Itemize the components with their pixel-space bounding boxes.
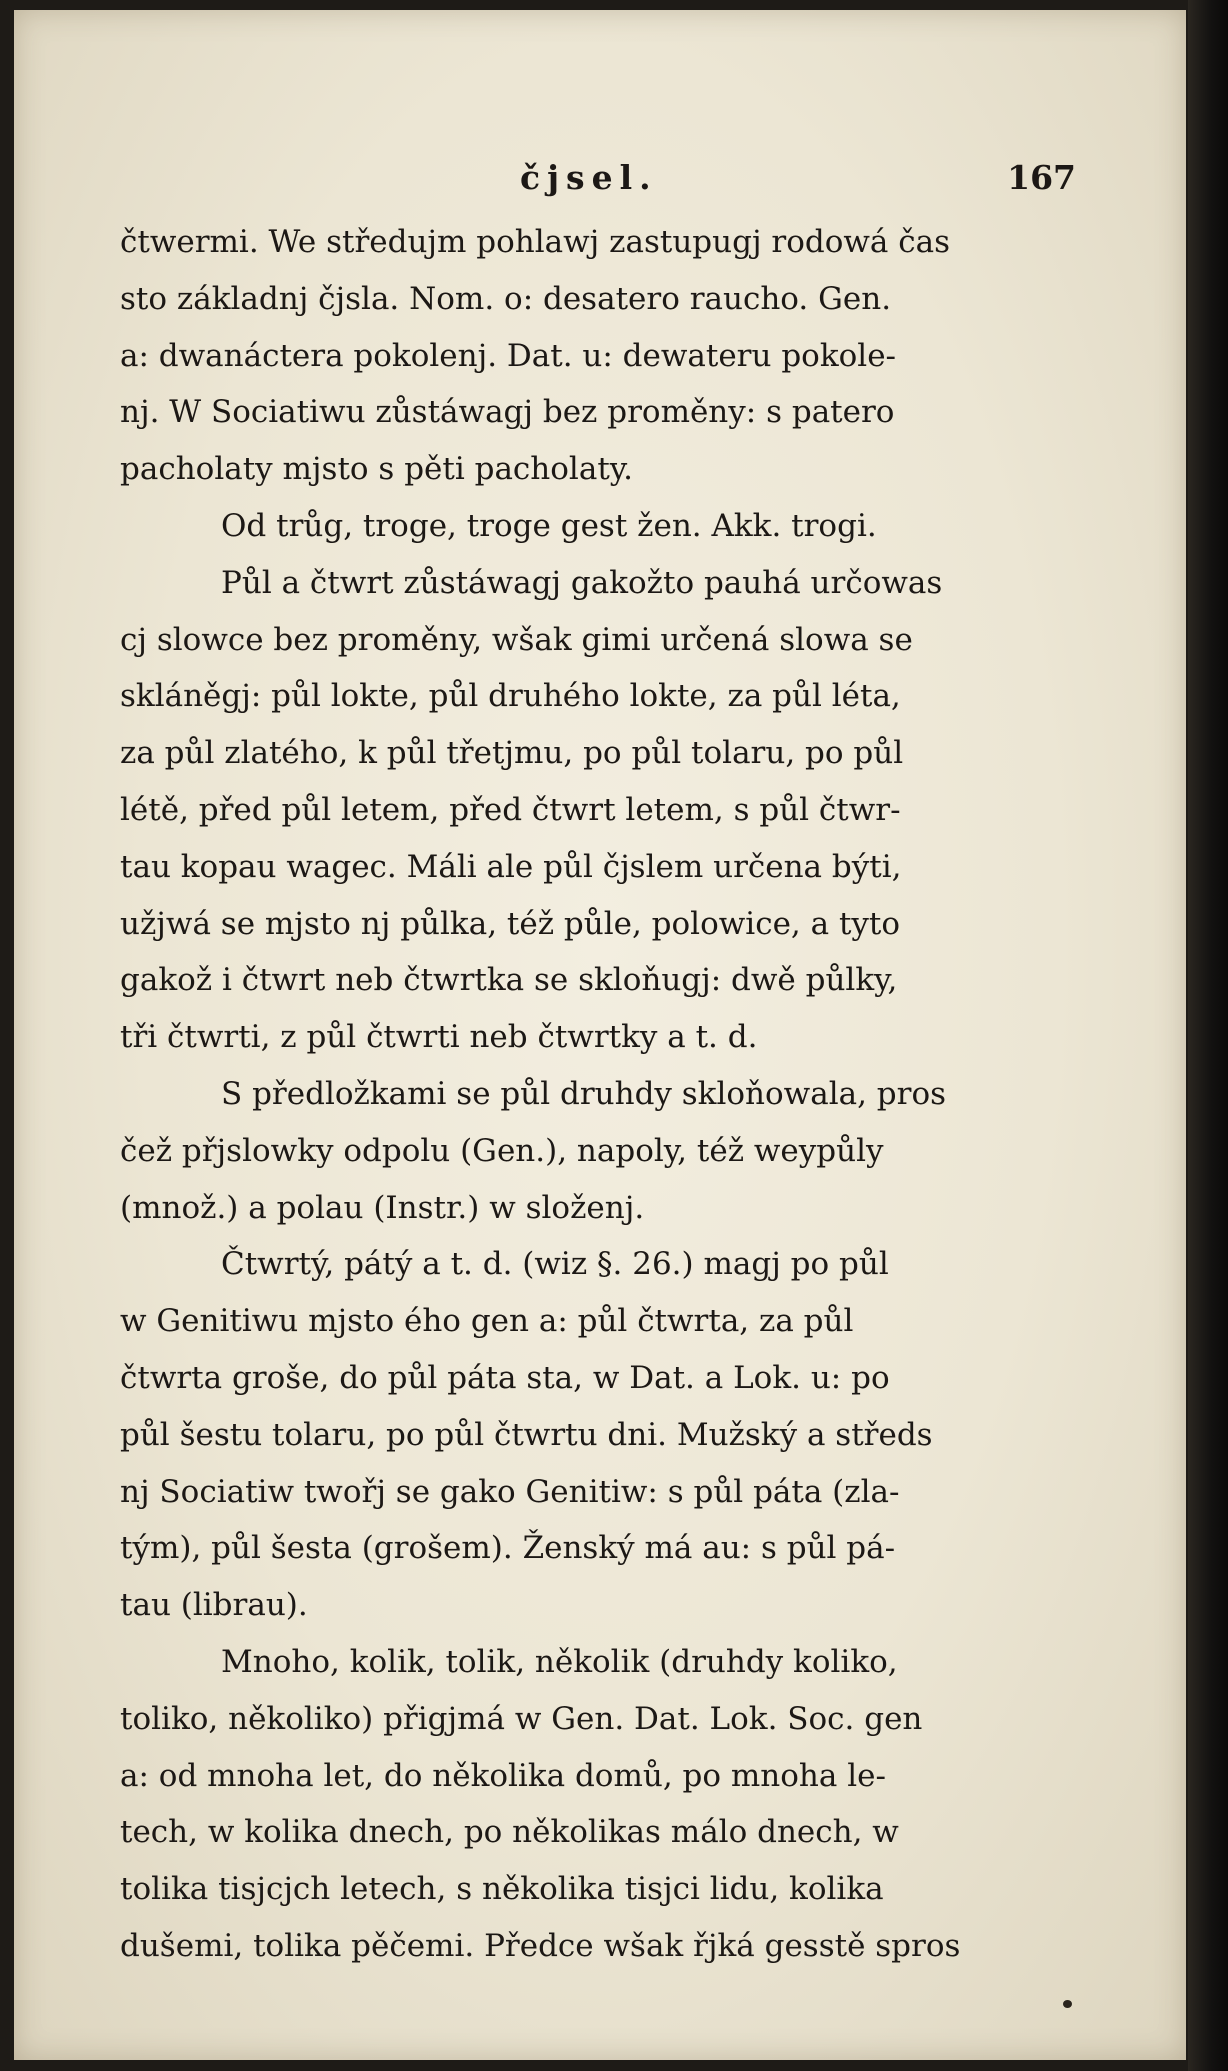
text-line: tech, w kolika dnech, po několikas málo dnech, w: [120, 1814, 899, 1850]
text-line: gakož i čtwrt neb čtwrtka se skloňugj: dwě půlky,: [120, 962, 898, 998]
text-line: cj slowce bez proměny, wšak gimi určená slowa se: [120, 622, 913, 658]
text-line: užjwá se mjsto nj půlka, též půle, polowice, a tyto: [120, 906, 901, 942]
text-line: sto základnj čjsla. Nom. o: desatero raucho. Gen.: [120, 281, 892, 317]
text-line: půl šestu tolaru, po půl čtwrtu dni. Mužský a středs: [120, 1417, 933, 1453]
text-line: nj Sociatiw twořj se gako Genitiw: s půl páta (zla-: [120, 1474, 900, 1510]
text-line: Čtwrtý, pátý a t. d. (wiz §. 26.) magj po půl: [221, 1246, 889, 1282]
text-line: S předložkami se půl druhdy skloňowala, pros: [221, 1076, 947, 1112]
text-line: dušemi, tolika pěčemi. Předce wšak řjká gesstě spros: [120, 1928, 961, 1964]
text-line: Od trůg, troge, troge gest žen. Akk. trogi.: [221, 508, 877, 544]
text-line: a: dwanáctera pokolenj. Dat. u: dewateru pokole-: [120, 338, 897, 374]
text-line: za půl zlatého, k půl třetjmu, po půl tolaru, po půl: [120, 735, 904, 771]
text-line: Mnoho, kolik, tolik, několik (druhdy koliko,: [221, 1644, 898, 1680]
running-title: čjsel.: [520, 158, 658, 197]
text-line: tau (librau).: [120, 1587, 308, 1623]
text-line: w Genitiwu mjsto ého gen a: půl čtwrta, za půl: [120, 1303, 854, 1339]
ink-speck: [1063, 2000, 1072, 2008]
text-line: čež přjslowky odpolu (Gen.), napoly, též weypůly: [120, 1133, 884, 1169]
text-line: létě, před půl letem, před čtwrt letem, s půl čtwr-: [120, 792, 901, 828]
text-line: nj. W Sociatiwu zůstáwagj bez proměny: s patero: [120, 394, 895, 430]
text-line: pacholaty mjsto s pěti pacholaty.: [120, 451, 634, 487]
text-line: tým), půl šesta (grošem). Ženský má au: s půl pá-: [120, 1530, 896, 1566]
text-line: (množ.) a polau (Instr.) w složenj.: [120, 1190, 645, 1226]
text-line: skláněgj: půl lokte, půl druhého lokte, za půl léta,: [120, 678, 901, 714]
text-line: čtwermi. We středujm pohlawj zastupugj rodowá čas: [120, 224, 951, 260]
text-line: čtwrta groše, do půl páta sta, w Dat. a Lok. u: po: [120, 1360, 890, 1396]
text-line: tau kopau wagec. Máli ale půl čjslem určena býti,: [120, 849, 902, 885]
page-number: 167: [1007, 158, 1076, 197]
text-line: toliko, několiko) přigjmá w Gen. Dat. Lok. Soc. gen: [120, 1701, 923, 1737]
text-line: tři čtwrti, z půl čtwrti neb čtwrtky a t. d.: [120, 1019, 758, 1055]
text-line: Půl a čtwrt zůstáwagj gakožto pauhá určowas: [221, 565, 943, 601]
text-line: a: od mnoha let, do několika domů, po mnoha le-: [120, 1758, 886, 1794]
text-line: tolika tisjcjch letech, s několika tisjci lidu, kolika: [120, 1871, 884, 1907]
